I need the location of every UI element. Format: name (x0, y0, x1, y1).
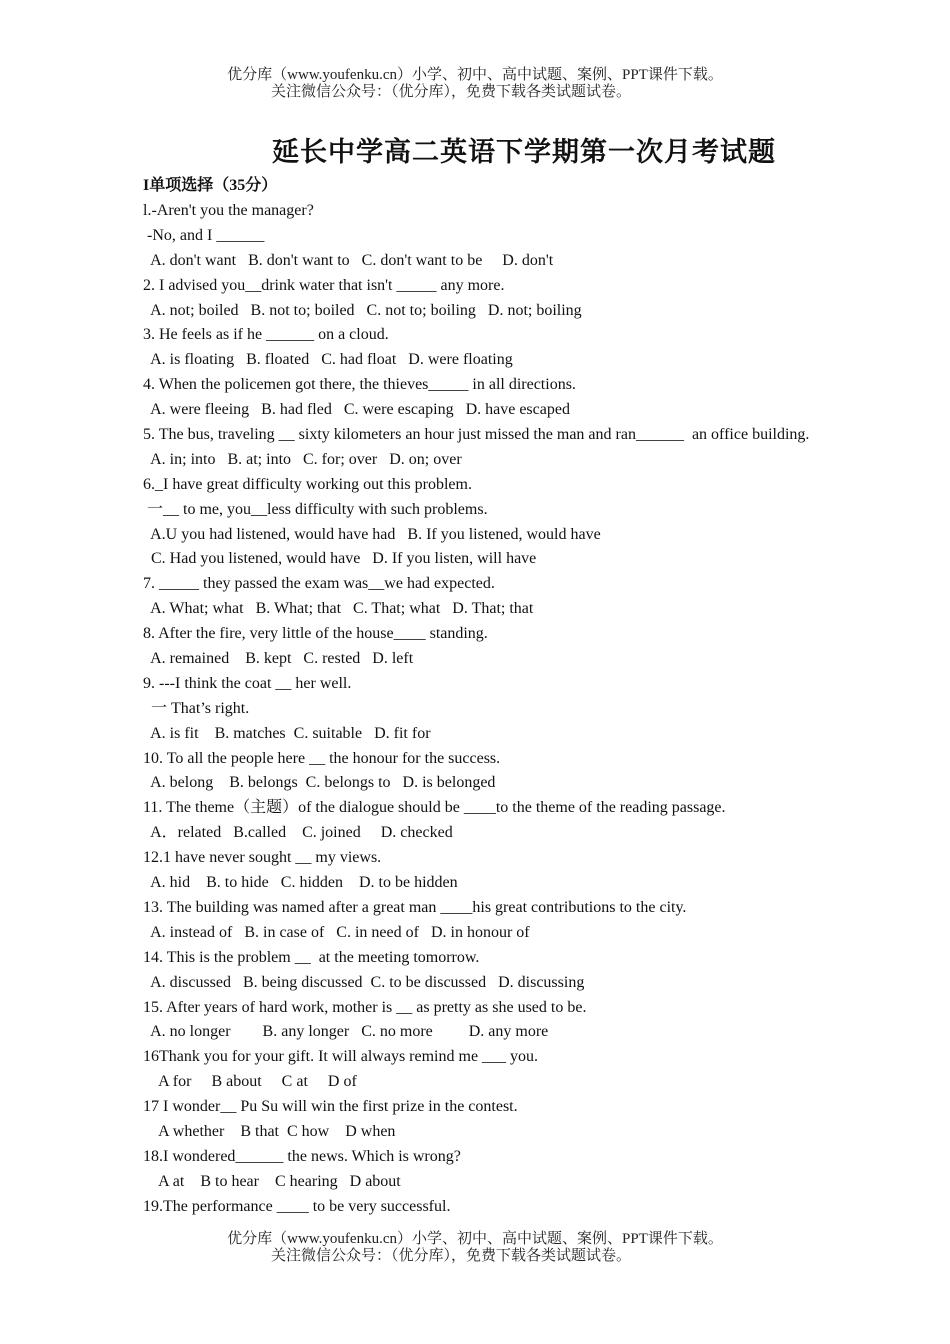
page-header (0, 67, 950, 101)
answer-line: -No, and I ______ (143, 226, 265, 244)
answer-line: 一__ to me, you__less difficulty with such problems. (143, 500, 488, 518)
answer-line: C. Had you listened, would have D. If you listen, will have (143, 550, 537, 568)
answer-line: A. is floating B. floated C. had float D. were floating (143, 351, 513, 369)
question-line: 5. The bus, traveling __ sixty kilometers an hour just missed the man and ran______ an office building. (143, 426, 810, 444)
question-line: 15. After years of hard work, mother is __ as pretty as she used to be. (143, 998, 587, 1016)
footer-line-1: 优分库（www.youfenku.cn）小学、初中、高中试题、案例、PPT课件下载。 (227, 1231, 723, 1247)
exam-title: 延长中学高二英语下学期第一次月考试题 (272, 137, 776, 168)
answer-line: A. What; what B. What; that C. That; what D. That; that (143, 600, 534, 618)
header-line-1: 优分库（www.youfenku.cn）小学、初中、高中试题、案例、PPT课件下载。 (227, 67, 723, 83)
answer-line: A. instead of B. in case of C. in need of D. in honour of (143, 923, 530, 941)
question-line: 4. When the policemen got there, the thieves_____ in all directions. (143, 376, 576, 394)
answer-line: A. belong B. belongs C. belongs to D. is belonged (143, 774, 496, 792)
question-line: 17 I wonder__ Pu Su will win the first prize in the contest. (143, 1098, 518, 1116)
question-line: 13. The building was named after a great man ____his great contributions to the city. (143, 898, 687, 916)
answer-line: A. discussed B. being discussed C. to be discussed D. discussing (143, 973, 585, 991)
question-line: 10. To all the people here __ the honour for the success. (143, 749, 501, 767)
answer-line: A. remained B. kept C. rested D. left (143, 650, 414, 668)
answer-line: A. were fleeing B. had fled C. were escaping D. have escaped (143, 401, 570, 419)
answer-line: A．related B.called C. joined D. checked (143, 824, 453, 842)
question-line: 14. This is the problem __ at the meeting tomorrow. (143, 948, 480, 966)
question-line: 3. He feels as if he ______ on a cloud. (143, 326, 389, 344)
answer-line: A. not; boiled B. not to; boiled C. not to; boiling D. not; boiling (143, 301, 582, 319)
page-footer (0, 1231, 950, 1265)
answer-line: A. hid B. to hide C. hidden D. to be hidden (143, 874, 458, 892)
answer-line: A. in; into B. at; into C. for; over D. on; over (143, 450, 462, 468)
question-line: 8. After the fire, very little of the house____ standing. (143, 625, 488, 643)
answer-line: A at B to hear C hearing D about (143, 1172, 401, 1190)
answer-line: A for B about C at D of (143, 1073, 357, 1091)
section-title: I单项选择（35分） (143, 177, 278, 194)
question-line: 18.I wondered______ the news. Which is wrong? (143, 1147, 461, 1165)
answer-line: A. is fit B. matches C. suitable D. fit for (143, 724, 431, 742)
footer-line-2: 关注微信公众号：（优分库），免费下载各类试题试卷。 (270, 1248, 631, 1264)
question-line: 9. ---I think the coat __ her well. (143, 674, 352, 692)
answer-line: 一 That’s right. (143, 699, 250, 717)
question-line: 7. _____ they passed the exam was__we had expected. (143, 575, 495, 593)
question-line: 16Thank you for your gift. It will always remind me ___ you. (143, 1048, 539, 1066)
question-line: 6._I have great difficulty working out this problem. (143, 475, 472, 493)
question-line: 12.1 have never sought __ my views. (143, 849, 382, 867)
question-line: 11. The theme（主题）of the dialogue should be ____to the theme of the reading passage. (143, 799, 726, 817)
answer-line: A whether B that C how D when (143, 1122, 396, 1140)
question-line: l.-Aren't you the manager? (143, 202, 314, 219)
answer-line: A. no longer B. any longer C. no more D. any more (143, 1023, 549, 1041)
answer-line: A. don't want B. don't want to C. don't want to be D. don't (143, 251, 554, 269)
header-line-2: 关注微信公众号：（优分库），免费下载各类试题试卷。 (270, 84, 631, 100)
question-line: 2. I advised you__drink water that isn't _____ any more. (143, 276, 505, 294)
question-line: 19.The performance ____ to be very successful. (143, 1197, 451, 1215)
question-list (143, 199, 903, 1220)
answer-line: A.U you had listened, would have had B. If you listened, would have (143, 525, 601, 543)
